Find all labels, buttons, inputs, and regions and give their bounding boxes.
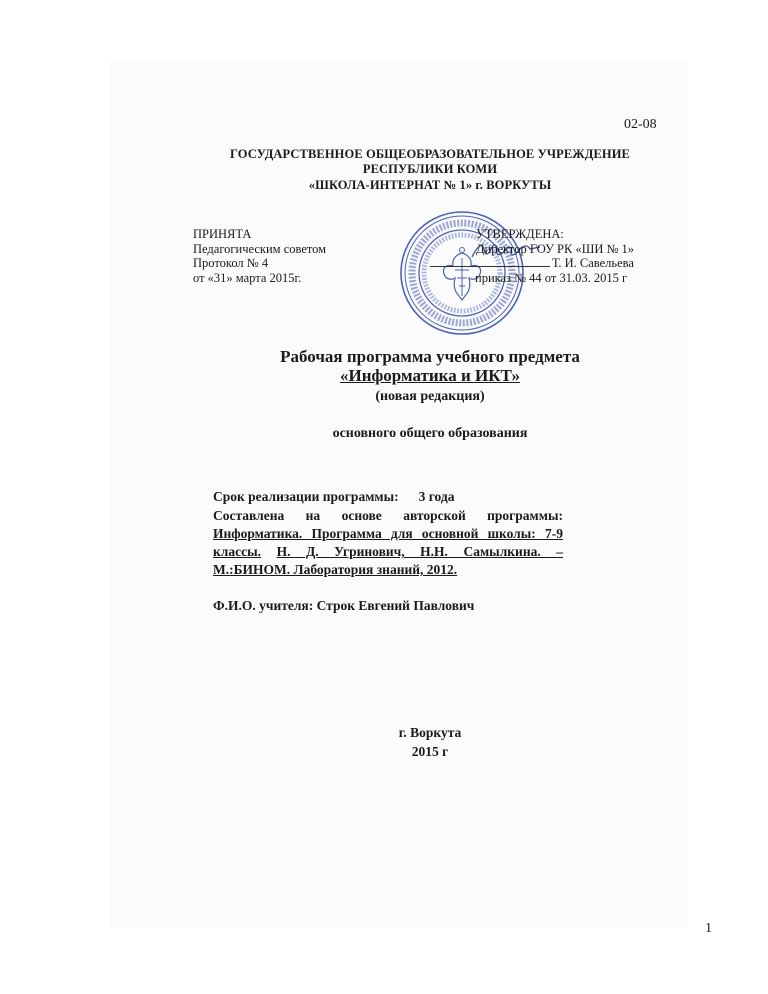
- term-value: 3 года: [418, 489, 455, 504]
- teacher-name: Ф.И.О. учителя: Строк Евгений Павлович: [213, 598, 475, 613]
- approved-line-2: Т. И. Савельева: [552, 256, 634, 270]
- accepted-line-3: от «31» марта 2015г.: [193, 270, 302, 285]
- institution-header-line-2: РЕСПУБЛИКИ КОМИ: [362, 162, 498, 176]
- program-level: основного общего образования: [332, 426, 528, 441]
- document-code: 02-08: [624, 117, 657, 132]
- accepted-line-1: Педагогическим советом: [193, 241, 327, 256]
- program-title: Рабочая программа учебного предмета: [280, 347, 580, 366]
- author-prefix: Составлена на основе авторской программы:: [213, 508, 563, 523]
- institution-header-line-1: ГОСУДАРСТВЕННОЕ ОБЩЕОБРАЗОВАТЕЛЬНОЕ УЧРЕЖДЕНИЕ: [230, 147, 630, 161]
- approved-line-1: Директор ГОУ РК «ШИ № 1»: [476, 241, 635, 256]
- program-subject: «Информатика и ИКТ»: [340, 366, 520, 385]
- program-edition: (новая редакция): [375, 389, 485, 404]
- author-program-name: Информатика. Программа для основной школы: 7-9 классы.: [213, 526, 563, 559]
- accepted-block: [193, 227, 326, 285]
- term-label: Срок реализации программы:: [213, 489, 399, 504]
- signature-line: [430, 256, 550, 267]
- approved-line-3: приказ № 44 от 31.03. 2015 г: [475, 270, 628, 285]
- accepted-line-2: Протокол № 4: [193, 256, 269, 270]
- institution-header-line-3: «ШКОЛА-ИНТЕРНАТ № 1» г. ВОРКУТЫ: [308, 178, 552, 192]
- approved-title: УТВЕРЖДЕНА:: [476, 227, 564, 241]
- year: 2015 г: [411, 744, 449, 759]
- author-program: [213, 507, 563, 579]
- accepted-title: ПРИНЯТА: [193, 227, 252, 241]
- author-names: Н. Д. Угринович, Н.Н. Самылкина. – М.:БИНОМ. Лаборатория знаний, 2012.: [213, 544, 564, 577]
- approved-block: [430, 227, 634, 285]
- page-number: 1: [705, 921, 712, 936]
- city: г. Воркута: [398, 725, 462, 740]
- program-term: [213, 489, 454, 505]
